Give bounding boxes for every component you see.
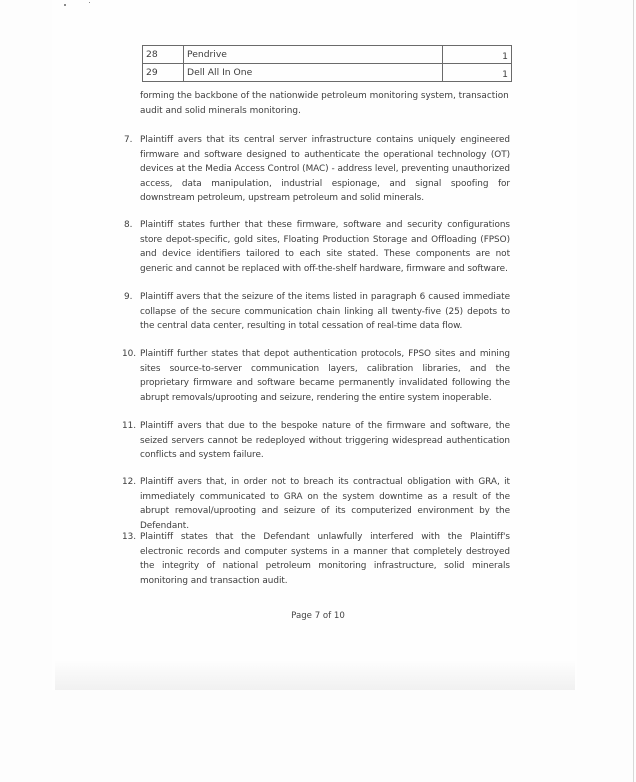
page-number: Page 7 of 10 — [291, 611, 345, 621]
paragraph-text: Plaintiff further states that depot authentication protocols, FPSO sites and mining sites source-to-server communication layers, calibration libraries, and the proprietary firmware and software became permanently invalidated following the abrupt removals/uprooting and seizure, rendering the entire system inoperable. — [140, 349, 510, 403]
paragraph-8 — [124, 218, 510, 276]
paragraph-text: Plaintiff avers that the seizure of the items listed in paragraph 6 caused immediate collapse of the secure communication chain linking all twenty-five (25) depots to the central data center, resulting in total cessation of real-time data flow. — [140, 292, 510, 332]
paragraph-number: 12. — [122, 477, 136, 487]
paragraph-text: Plaintiff avers that its central server infrastructure contains uniquely engineered firmware and software designed to authenticate the operational technology (OT) devices at the Media Access Control (MAC) - address level, preventing unauthorized access, data manipulation, industrial espionage, and signal spoofing for downstream petroleum, upstream petroleum and solid minerals. — [140, 135, 510, 204]
paragraph-text: Plaintiff states that the Defendant unlawfully interfered with the Plaintiff's electronic records and computer systems in a manner that completely destroyed the integrity of national petroleum monitoring infrastructure, solid minerals monitoring and transaction audit. — [140, 532, 510, 586]
paragraph-number: 13. — [122, 532, 136, 542]
item-quantity: 1 — [443, 64, 512, 82]
seized-items-table — [142, 45, 512, 82]
table-row — [143, 46, 512, 64]
paragraph-10 — [122, 347, 510, 405]
paragraph-number: 10. — [122, 349, 136, 359]
paragraph-number: 11. — [122, 421, 136, 431]
scan-speck — [89, 2, 90, 3]
paragraph-number: 8. — [124, 220, 133, 230]
continuation-paragraph: forming the backbone of the nationwide petroleum monitoring system, transaction audit and solid minerals monitoring. — [140, 91, 509, 116]
paragraph-13 — [122, 530, 510, 588]
item-name: Dell All In One — [184, 64, 443, 82]
paragraph-9 — [124, 290, 510, 334]
item-number: 28 — [143, 46, 184, 64]
paragraph-11 — [122, 419, 510, 463]
paragraph-7 — [124, 133, 510, 206]
paragraph-number: 9. — [124, 292, 133, 302]
paragraph-text: Plaintiff avers that due to the bespoke nature of the firmware and software, the seized servers cannot be redeployed without triggering widespread authentication conflicts and system failure. — [140, 421, 510, 461]
scan-speck — [64, 4, 66, 6]
item-quantity: 1 — [443, 46, 512, 64]
paragraph-12 — [122, 475, 510, 533]
paragraph-number: 7. — [124, 135, 133, 145]
item-name: Pendrive — [184, 46, 443, 64]
table-row — [143, 64, 512, 82]
scan-shadow — [55, 660, 575, 690]
paragraph-text: Plaintiff avers that, in order not to breach its contractual obligation with GRA, it immediately communicated to GRA on the system downtime as a result of the abrupt removal/uprooting and seizure of its computerized environment by the Defendant. — [140, 477, 510, 531]
page-border — [633, 0, 634, 782]
item-number: 29 — [143, 64, 184, 82]
paragraph-text: Plaintiff states further that these firmware, software and security configurations store depot-specific, gold sites, Floating Production Storage and Offloading (FPSO) and device identifiers tailored to each site stated. These components are not generic and cannot be replaced with off-the-shelf hardware, firmware and software. — [140, 220, 510, 274]
